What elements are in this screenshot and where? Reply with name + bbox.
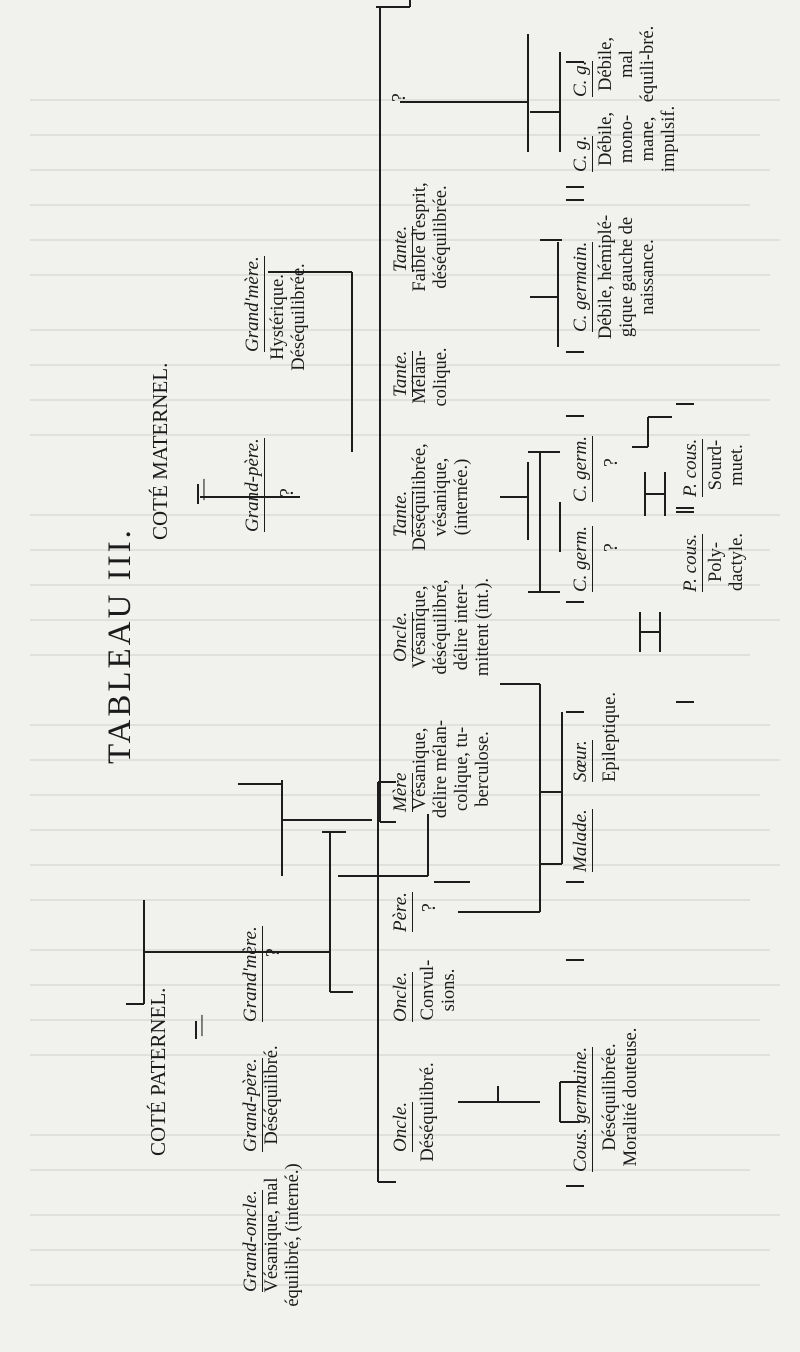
p-cous-2-desc: Sourd-muet. — [706, 439, 747, 491]
cg-1-label: C. g. — [570, 135, 591, 172]
mere-label: Mère — [390, 772, 411, 812]
paternal-oncle-1-desc: Déséquilibré. — [418, 1062, 438, 1162]
paternal-oncle-2-desc: Convul-sions. — [418, 959, 459, 1021]
malade-label: Malade. — [570, 809, 591, 872]
paternal-grand-pere-label: Grand-père. — [240, 1058, 261, 1152]
paternal-grand-mere-label: Grand'mère. — [240, 926, 261, 1022]
paternal-dash: — — [188, 1015, 212, 1036]
paternal-oncle-1-label: Oncle. — [390, 1101, 411, 1152]
cousine-germaine-label: Cous. germaine. — [570, 1046, 591, 1172]
pere-desc: ? — [418, 903, 440, 912]
c-germain-label: C. germain. — [570, 241, 591, 332]
maternal-heading: COTÉ MATERNEL. — [148, 362, 172, 540]
c-germ-1-desc: ? — [600, 543, 622, 552]
p-cous-2-label: P. cous. — [680, 438, 701, 497]
maternal-grand-mere-desc: Hystérique. Déséquilibrée. — [268, 263, 309, 371]
paternal-oncle-2-label: Oncle. — [390, 971, 411, 1022]
paternal-grand-mere-desc: ? — [262, 948, 284, 957]
maternal-tante-1-label: Tante. — [390, 490, 411, 537]
mere-desc: Vésanique, délire mélan-colique, tu-berculose. — [410, 719, 493, 819]
paternal-grand-pere-desc: Déséquilibré. — [262, 1045, 282, 1145]
maternal-grand-mere-label: Grand'mère. — [242, 256, 263, 352]
maternal-tante-3-label: Tante. — [390, 225, 411, 272]
cg-2-desc: Débile, mal équili-bré. — [596, 25, 658, 103]
maternal-dash: — — [190, 479, 214, 500]
maternal-tante-2-label: Tante. — [390, 350, 411, 397]
maternal-tante-1-desc: Déséquilibrée, vésanique, (internée.) — [410, 443, 472, 551]
soeur-label: Sœur. — [570, 740, 591, 782]
paternal-grand-oncle-label: Grand-oncle. — [240, 1190, 261, 1292]
c-germ-2-desc: ? — [600, 458, 622, 467]
maternal-grand-pere-desc: ? — [276, 488, 298, 497]
cg-2-label: C. g. — [570, 60, 591, 97]
pere-label: Père. — [390, 892, 411, 932]
maternal-tante-3-desc: Faible d'esprit, déséquilibrée. — [410, 182, 451, 292]
table-title: TABLEAU III. — [102, 527, 138, 764]
cousine-germaine-desc: Déséquilibrée. Moralité douteuse. — [600, 1027, 641, 1167]
soeur-desc: Epileptique. — [600, 692, 620, 782]
cg-1-desc: Débile, mono-mane, impulsif. — [596, 105, 679, 173]
maternal-tante-2-desc: Mélan-colique. — [410, 347, 451, 407]
p-cous-1-label: P. cous. — [680, 533, 701, 592]
maternal-unknown-desc: ? — [388, 93, 410, 102]
paternal-grand-oncle-desc: Vésanique, mal équilibré, (interné.) — [262, 1163, 303, 1307]
maternal-oncle-desc: Vésanique, déséquilibré, délire inter-mittent (int.). — [410, 577, 493, 677]
maternal-grand-pere-label: Grand-père. — [242, 438, 263, 532]
c-germ-1-label: C. germ. — [570, 526, 591, 592]
paternal-heading: COTÉ PATERNEL. — [146, 987, 170, 1156]
c-germain-desc: Débile, hémiplé-gique gauche de naissance. — [596, 214, 658, 340]
c-germ-2-label: C. germ. — [570, 436, 591, 502]
p-cous-1-desc: Poly-dactyle. — [706, 532, 747, 592]
maternal-oncle-label: Oncle. — [390, 611, 411, 662]
